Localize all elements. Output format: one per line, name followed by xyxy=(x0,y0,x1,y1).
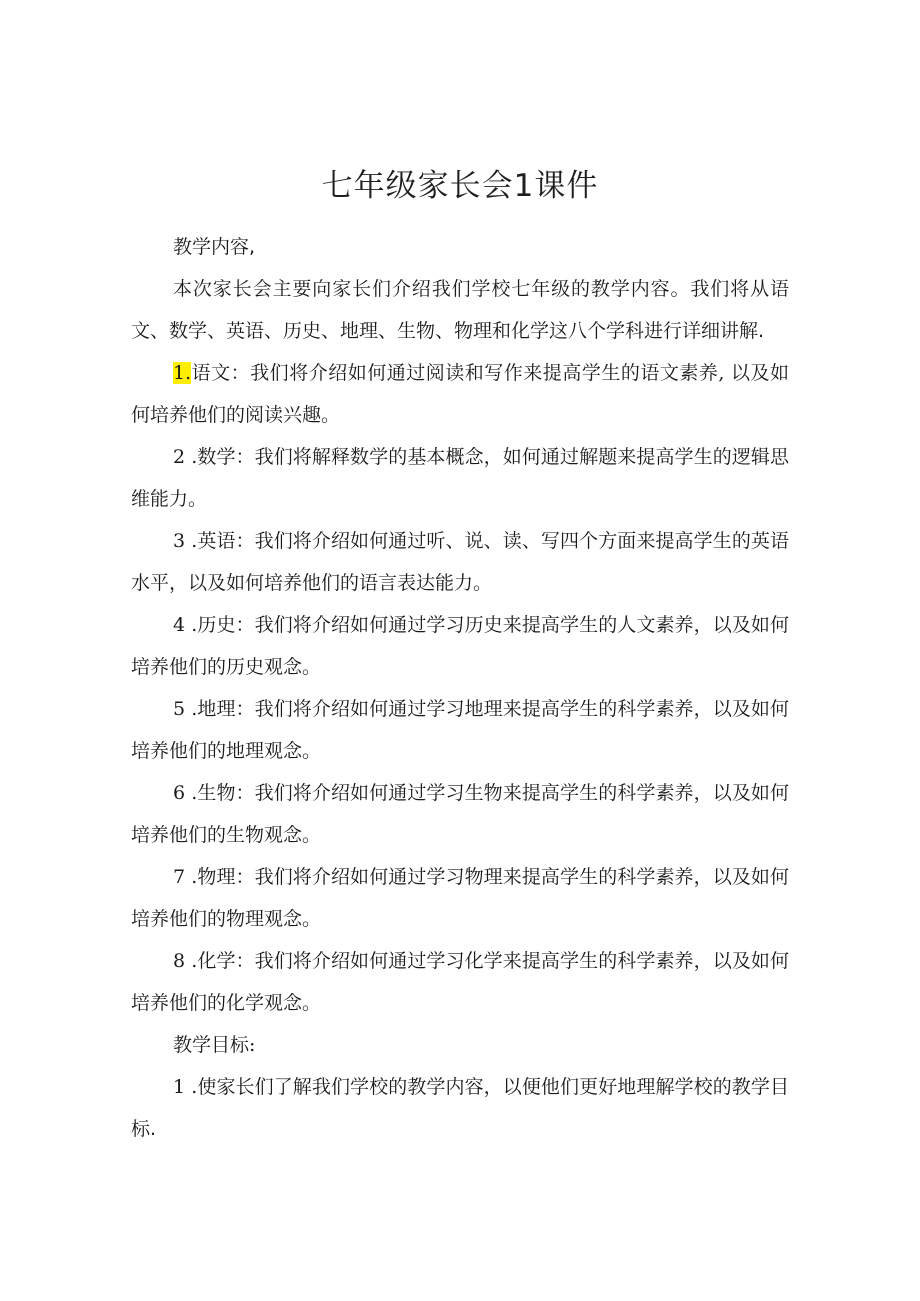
goal-item xyxy=(131,1066,789,1150)
section-heading-teaching-goals: 教学目标: xyxy=(173,1034,256,1056)
document-title: 七年级家长会1课件 xyxy=(321,168,599,204)
item-number: 1 . xyxy=(173,1076,198,1098)
list-item-geography xyxy=(131,688,789,772)
list-item-chemistry xyxy=(131,940,789,1024)
item-number: 4 . xyxy=(173,614,198,636)
list-item-chinese xyxy=(131,352,789,436)
list-item-text: 历史：我们将介绍如何通过学习历史来提高学生的人文素养，以及如何培养他们的历史观念。 xyxy=(131,614,789,678)
list-item-text: 物理：我们将介绍如何通过学习物理来提高学生的科学素养，以及如何培养他们的物理观念。 xyxy=(131,866,789,930)
list-item-history xyxy=(131,604,789,688)
list-item-text: 生物：我们将介绍如何通过学习生物来提高学生的科学素养，以及如何培养他们的生物观念。 xyxy=(131,782,789,846)
item-number: 5 . xyxy=(173,698,198,720)
item-number: 7 . xyxy=(173,866,198,888)
intro-paragraph: 本次家长会主要向家长们介绍我们学校七年级的教学内容。我们将从语文、数学、英语、历史、地理、生物、物理和化学这八个学科进行详细讲解. xyxy=(131,278,789,342)
goal-item-text: 使家长们了解我们学校的教学内容，以便他们更好地理解学校的教学目标. xyxy=(131,1076,789,1140)
item-number: 2 . xyxy=(173,446,198,468)
item-number: 3 . xyxy=(173,530,198,552)
list-item-biology xyxy=(131,772,789,856)
item-number: 6 . xyxy=(173,782,198,804)
section-heading-teaching-content: 教学内容, xyxy=(173,236,256,258)
item-number: 8 . xyxy=(173,950,198,972)
document-body xyxy=(131,226,789,1150)
list-item-text: 地理：我们将介绍如何通过学习地理来提高学生的科学素养，以及如何培养他们的地理观念。 xyxy=(131,698,789,762)
list-item-math xyxy=(131,436,789,520)
list-item-text: 化学：我们将介绍如何通过学习化学来提高学生的科学素养，以及如何培养他们的化学观念。 xyxy=(131,950,789,1014)
list-item-text: 数学：我们将解释数学的基本概念，如何通过解题来提高学生的逻辑思维能力。 xyxy=(131,446,789,510)
list-item-text: 语文：我们将介绍如何通过阅读和写作来提高学生的语文素养, 以及如何培养他们的阅读兴趣。 xyxy=(131,362,789,426)
list-item-physics xyxy=(131,856,789,940)
list-item-text: 英语：我们将介绍如何通过听、说、读、写四个方面来提高学生的英语水平，以及如何培养他们的语言表达能力。 xyxy=(131,530,789,594)
list-item-english xyxy=(131,520,789,604)
highlighted-item-number: 1. xyxy=(173,362,192,384)
